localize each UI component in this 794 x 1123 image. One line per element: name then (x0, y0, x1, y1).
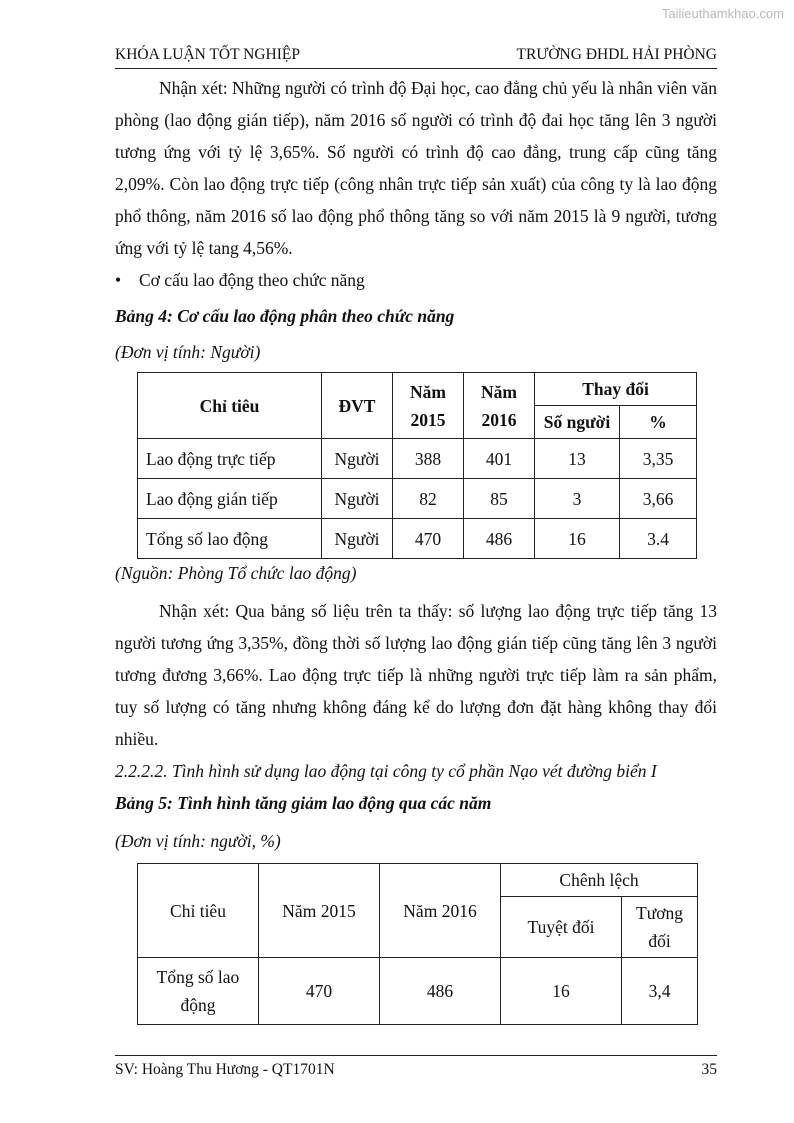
table5 (137, 863, 698, 1025)
header-left: KHÓA LUẬN TỐT NGHIỆP (115, 46, 300, 63)
table-cell: 3,66 (620, 479, 697, 519)
section-title: 2.2.2.2. Tình hình sử dụng lao động tại công ty cổ phần Nạo vét đường biển I (115, 761, 657, 781)
table4-caption: Bảng 4: Cơ cấu lao động phân theo chức năng (115, 306, 455, 326)
table-cell: 82 (393, 479, 464, 519)
table-cell: 3,35 (620, 439, 697, 479)
table5-header-diff: Chênh lệch (501, 864, 698, 897)
table5-caption: Bảng 5: Tình hình tăng giảm lao động qua các năm (115, 793, 492, 813)
table-cell: 16 (535, 519, 620, 559)
table-cell: 401 (464, 439, 535, 479)
table-cell: Người (322, 479, 393, 519)
table4-header-percent: % (620, 406, 697, 439)
table-cell: 470 (259, 958, 380, 1025)
table-cell: 3 (535, 479, 620, 519)
table5-header-absolute: Tuyệt đối (501, 897, 622, 958)
table4-header-count: Số người (535, 406, 620, 439)
header-right: TRƯỜNG ĐHDL HẢI PHÒNG (516, 46, 717, 63)
table4-header-indicator: Chỉ tiêu (138, 373, 322, 439)
table-row (138, 479, 697, 519)
table4-header-2015: Năm 2015 (393, 373, 464, 439)
table-row (138, 439, 697, 479)
table-cell: Lao động gián tiếp (138, 479, 322, 519)
table-cell: 3.4 (620, 519, 697, 559)
table-cell: Người (322, 519, 393, 559)
table-cell: Người (322, 439, 393, 479)
table-cell: 388 (393, 439, 464, 479)
table-cell: Tổng số lao động (138, 958, 259, 1025)
table-cell: Lao động trực tiếp (138, 439, 322, 479)
table-cell: 3,4 (622, 958, 698, 1025)
bullet-icon: • (115, 270, 122, 290)
page-footer (115, 1055, 717, 1079)
page-content (115, 72, 717, 1025)
table-cell: 85 (464, 479, 535, 519)
watermark: Tailieuthamkhao.com (661, 6, 784, 21)
table-cell: 13 (535, 439, 620, 479)
bullet-text: Cơ cấu lao động theo chức năng (139, 270, 365, 290)
bullet-item (115, 264, 717, 296)
paragraph-1: Nhận xét: Những người có trình độ Đại học, cao đẳng chủ yếu là nhân viên văn phòng (lao động gián tiếp), năm 2016 số người có trình độ đai học tăng lên 3 người tương ứng với tỷ lệ 3,65%. Số người có trình độ cao đẳng, trung cấp cũng tăng 2,09%. Còn lao động trực tiếp (công nhân trực tiếp sản xuất) của công ty là lao động phổ thông, năm 2016 số lao động phổ thông tăng so với năm 2015 là 9 người, tương ứng với tỷ lệ tang 4,56%. (115, 78, 717, 258)
page-number: 35 (701, 1061, 717, 1078)
table-row (138, 519, 697, 559)
table-cell: 16 (501, 958, 622, 1025)
table5-header-2015: Năm 2015 (259, 864, 380, 958)
table-cell: 486 (464, 519, 535, 559)
table-row (138, 958, 698, 1025)
table5-header-relative: Tương đối (622, 897, 698, 958)
table5-header-2016: Năm 2016 (380, 864, 501, 958)
table-cell: Tổng số lao động (138, 519, 322, 559)
footer-left: SV: Hoàng Thu Hương - QT1701N (115, 1061, 335, 1078)
table4-header-2016: Năm 2016 (464, 373, 535, 439)
table5-header-indicator: Chỉ tiêu (138, 864, 259, 958)
table-cell: 470 (393, 519, 464, 559)
paragraph-2: Nhận xét: Qua bảng số liệu trên ta thấy: số lượng lao động trực tiếp tăng 13 người tương ứng 3,35%, đồng thời số lượng lao động gián tiếp cũng tăng lên 3 người tương đương 3,66%. Lao động trực tiếp là những người trực tiếp làm ra sản phẩm, tuy số lượng có tăng nhưng không đáng kể do lượng đơn đặt hàng không thay đổi nhiều. (115, 601, 717, 749)
table-cell: 486 (380, 958, 501, 1025)
table4-header-unit: ĐVT (322, 373, 393, 439)
table4 (137, 372, 697, 559)
table4-unit: (Đơn vị tính: Người) (115, 342, 261, 362)
table5-unit: (Đơn vị tính: người, %) (115, 831, 281, 851)
page-header (115, 46, 717, 69)
table4-header-change: Thay đổi (535, 373, 697, 406)
table4-source: (Nguồn: Phòng Tổ chức lao động) (115, 563, 357, 583)
